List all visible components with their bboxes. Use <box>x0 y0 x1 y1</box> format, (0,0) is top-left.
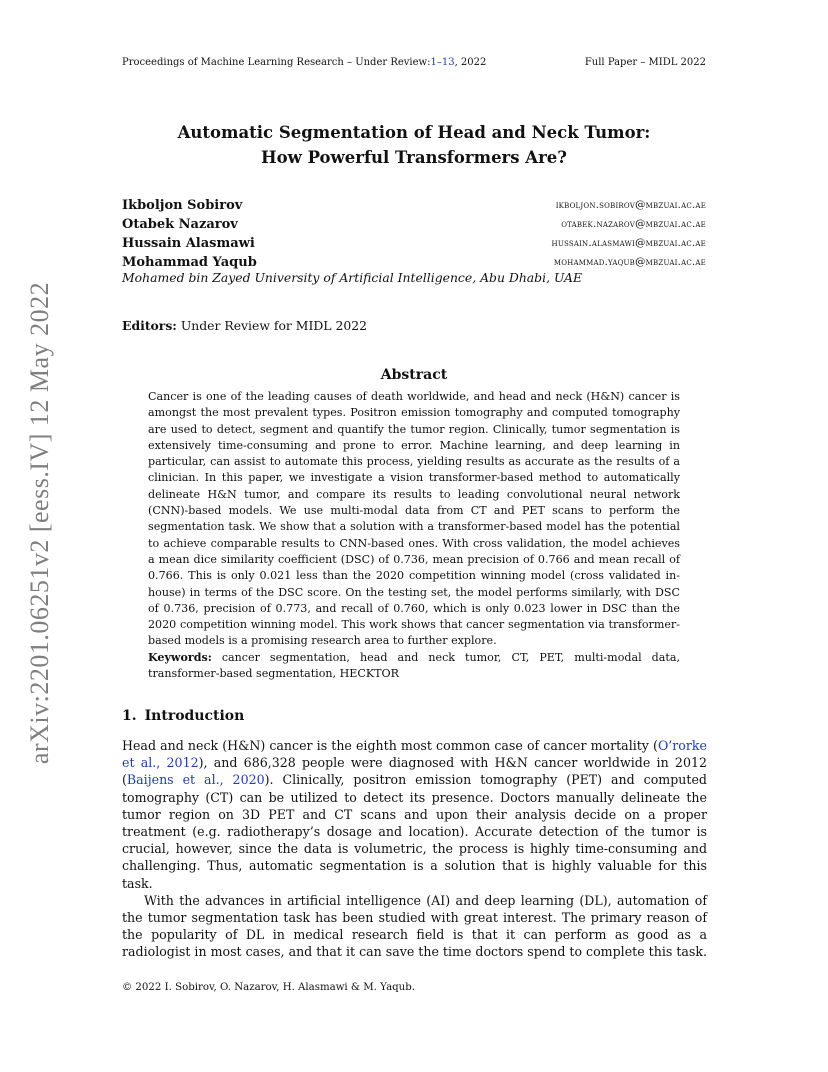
author-name: Hussain Alasmawi <box>122 236 255 251</box>
editors-label: Editors: <box>122 318 177 333</box>
header-pages-link[interactable]: 1–13 <box>430 57 455 68</box>
header-venue: Proceedings of Machine Learning Research – Under Review: <box>122 57 431 68</box>
author-row <box>122 196 706 215</box>
arxiv-sidebar <box>20 275 60 770</box>
header-year: , 2022 <box>454 57 487 68</box>
editors-line <box>122 318 706 334</box>
intro-text: Head and neck (H&N) cancer is the eighth most common case of cancer mortality ( <box>122 738 658 753</box>
citation-link[interactable]: Baijens et al., 2020 <box>126 772 265 788</box>
introduction-body <box>122 737 707 961</box>
section-number: 1. <box>122 708 137 724</box>
keywords-text: cancer segmentation, head and neck tumor, CT, PET, multi-modal data, transformer-based segmentation, HECKTOR <box>148 650 680 681</box>
copyright-footer: © 2022 I. Sobirov, O. Nazarov, H. Alasmawi & M. Yaqub. <box>122 982 415 993</box>
abstract-body <box>148 389 680 682</box>
header-left <box>122 55 486 71</box>
author-list <box>122 196 706 272</box>
keywords-line <box>148 650 680 683</box>
arxiv-identifier: arXiv:2201.06251v2 [eess.IV] 12 May 2022 <box>25 281 54 764</box>
keywords-label: Keywords: <box>148 650 212 664</box>
intro-paragraph-1 <box>122 737 707 892</box>
section-heading <box>122 706 706 726</box>
editors-value: Under Review for MIDL 2022 <box>176 318 368 333</box>
affiliation: Mohamed bin Zayed University of Artificial Intelligence, Abu Dhabi, UAE <box>122 270 583 285</box>
author-name: Mohammad Yaqub <box>122 255 257 270</box>
author-email[interactable]: ikboljon.sobirov@mbzuai.ac.ae <box>555 199 706 211</box>
author-row <box>122 215 706 234</box>
author-email[interactable]: otabek.nazarov@mbzuai.ac.ae <box>561 218 706 230</box>
header-right: Full Paper – MIDL 2022 <box>584 57 706 68</box>
section-title: Introduction <box>144 708 245 724</box>
intro-text: ). Clinically, positron emission tomography (PET) and computed tomography (CT) can be utilized to detect its presence. Doctors manually delineate the tumor region on 3D PET and CT scans and upon their analysis decide on a proper treatment (e.g. radiotherapy’s dosage and location). Accurate detection of the tumor is crucial, however, since the data is volumetric, the process is highly time-consuming and challenging. Thus, automatic segmentation is a solution that is highly valuable for this task. <box>122 772 707 891</box>
paper-title <box>122 120 706 170</box>
running-header <box>122 55 706 71</box>
title-line-2: How Powerful Transformers Are? <box>261 148 567 167</box>
intro-paragraph-2: With the advances in artificial intelligence (AI) and deep learning (DL), automation of the tumor segmentation task has been studied with great interest. The primary reason of the popularity of DL in medical research field is that it can perform as good as a radiologist in most cases, and that it can save the time doctors spend to complete this task. <box>122 892 708 960</box>
author-email[interactable]: mohammad.yaqub@mbzuai.ac.ae <box>553 256 706 268</box>
author-name: Otabek Nazarov <box>122 217 238 232</box>
author-name: Ikboljon Sobirov <box>122 198 243 213</box>
abstract-heading: Abstract <box>380 367 448 383</box>
title-line-1: Automatic Segmentation of Head and Neck Tumor: <box>177 123 651 142</box>
intro-text: ), and 686,328 people were diagnosed with H&N cancer worldwide in 2012 ( <box>122 755 707 788</box>
citation-link[interactable]: O’rorke et al., 2012 <box>122 738 707 771</box>
author-email[interactable]: hussain.alasmawi@mbzuai.ac.ae <box>551 237 706 249</box>
author-row <box>122 234 706 253</box>
abstract-text: Cancer is one of the leading causes of death worldwide, and head and neck (H&N) cancer is amongst the most prevalent types. Positron emission tomography and computed tomography are used to detect, segment and quantify the tumor region. Clinically, tumor segmentation is extensively time-consuming and prone to error. Machine learning, and deep learning in particular, can assist to automate this process, yielding results as accurate as the results of a clinician. In this paper, we investigate a vision transformer-based method to automatically delineate H&N tumor, and compare its results to leading convolutional neural network (CNN)-based models. We use multi-modal data from CT and PET scans to perform the segmentation task. We show that a solution with a transformer-based model has the potential to achieve comparable results to CNN-based ones. With cross validation, the model achieves a mean dice similarity coefficient (DSC) of 0.736, mean precision of 0.766 and mean recall of 0.766. This is only 0.021 less than the 2020 competition winning model (cross validated in-house) in terms of the DSC score. On the testing set, the model performs similarly, with DSC of 0.736, precision of 0.773, and recall of 0.760, which is only 0.023 lower in DSC than the 2020 competition winning model. This work shows that cancer segmentation via transformer-based models is a promising research area to further explore. <box>148 390 680 648</box>
